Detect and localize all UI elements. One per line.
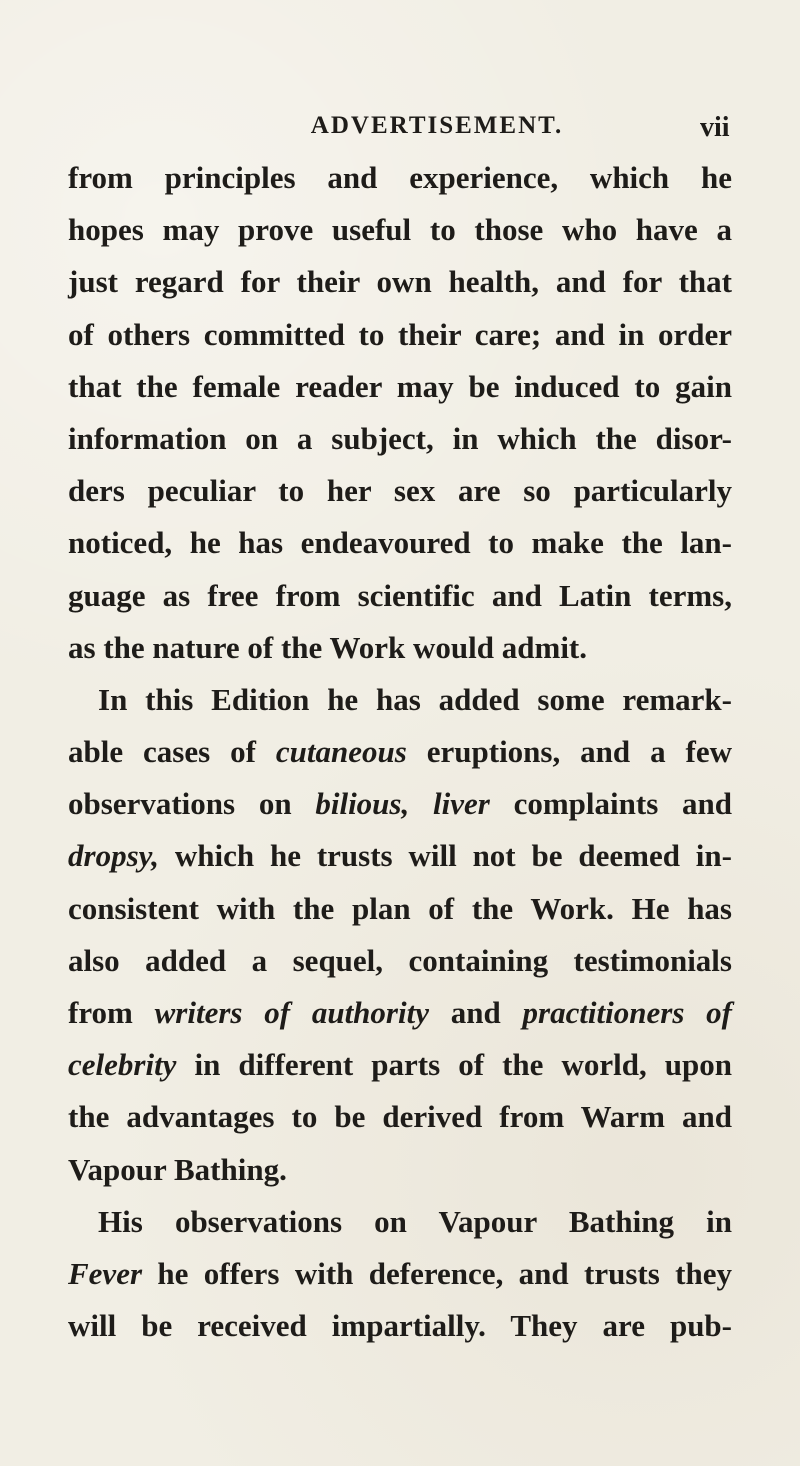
text-line — [68, 204, 732, 256]
text-segment: In this Edition he has added some remark- — [98, 681, 732, 717]
italic-text: celebrity — [68, 1047, 177, 1083]
text-line — [68, 1091, 732, 1143]
italic-text: bilious, liver — [315, 786, 490, 822]
text-segment: guage as free from scientific and Latin terms, — [68, 577, 732, 613]
text-line — [68, 152, 732, 204]
text-segment: ders peculiar to her sex are so particularly — [68, 473, 732, 509]
text-segment: of others committed to their care; and in order — [68, 316, 732, 352]
text-segment: will be received impartially. They are pub- — [68, 1308, 732, 1344]
text-line — [68, 987, 732, 1039]
text-line — [68, 361, 732, 413]
italic-text: cutaneous — [275, 734, 407, 770]
text-line — [68, 622, 732, 674]
text-segment: also added a sequel, containing testimonials — [68, 942, 732, 978]
running-header — [0, 112, 800, 152]
text-line — [68, 1248, 732, 1300]
text-line — [68, 309, 732, 361]
text-segment: hopes may prove useful to those who have a — [68, 212, 732, 248]
text-line — [68, 413, 732, 465]
text-segment: information on a subject, in which the disor- — [68, 420, 732, 456]
text-line — [68, 778, 732, 830]
italic-text: practitioners of — [522, 995, 732, 1030]
text-line — [68, 674, 732, 726]
text-line — [68, 883, 732, 935]
italic-text: dropsy, — [68, 838, 159, 874]
text-segment: able cases of — [68, 734, 276, 770]
running-title: ADVERTISEMENT. — [310, 112, 564, 139]
text-segment: from — [68, 995, 155, 1030]
text-segment: as the nature of the Work would admit. — [68, 629, 588, 665]
text-line — [68, 726, 732, 778]
text-segment: the advantages to be derived from Warm and — [68, 1099, 732, 1135]
text-segment: Vapour Bathing. — [68, 1151, 287, 1187]
text-segment: that the female reader may be induced to gain — [68, 368, 732, 404]
text-segment: and — [428, 995, 523, 1030]
text-segment: consistent with the plan of the Work. He has — [68, 890, 732, 926]
text-segment: complaints and — [489, 786, 732, 822]
text-segment: eruptions, and a few — [406, 734, 732, 770]
text-line — [68, 935, 732, 987]
text-line — [68, 1144, 732, 1196]
text-line — [68, 465, 732, 517]
text-segment: noticed, he has endeavoured to make the lan- — [68, 525, 732, 561]
text-line — [68, 517, 732, 569]
text-segment: from principles and experience, which he — [68, 160, 732, 195]
italic-text: writers of authority — [154, 995, 429, 1030]
text-line — [68, 256, 732, 308]
text-segment: observations on — [68, 786, 316, 822]
text-segment: just regard for their own health, and for that — [68, 264, 732, 300]
text-line — [68, 1196, 732, 1248]
italic-text: Fever — [68, 1255, 143, 1291]
text-line — [68, 830, 732, 882]
text-line — [68, 1300, 732, 1352]
page-number: vii — [700, 112, 730, 143]
text-line — [68, 1039, 732, 1091]
text-segment: in different parts of the world, upon — [176, 1047, 732, 1083]
text-line — [68, 570, 732, 622]
text-segment: which he trusts will not be deemed in- — [159, 838, 732, 874]
text-segment: His observations on Vapour Bathing in — [98, 1203, 732, 1239]
body-text — [68, 152, 732, 1352]
text-segment: he offers with deference, and trusts they — [142, 1255, 732, 1291]
